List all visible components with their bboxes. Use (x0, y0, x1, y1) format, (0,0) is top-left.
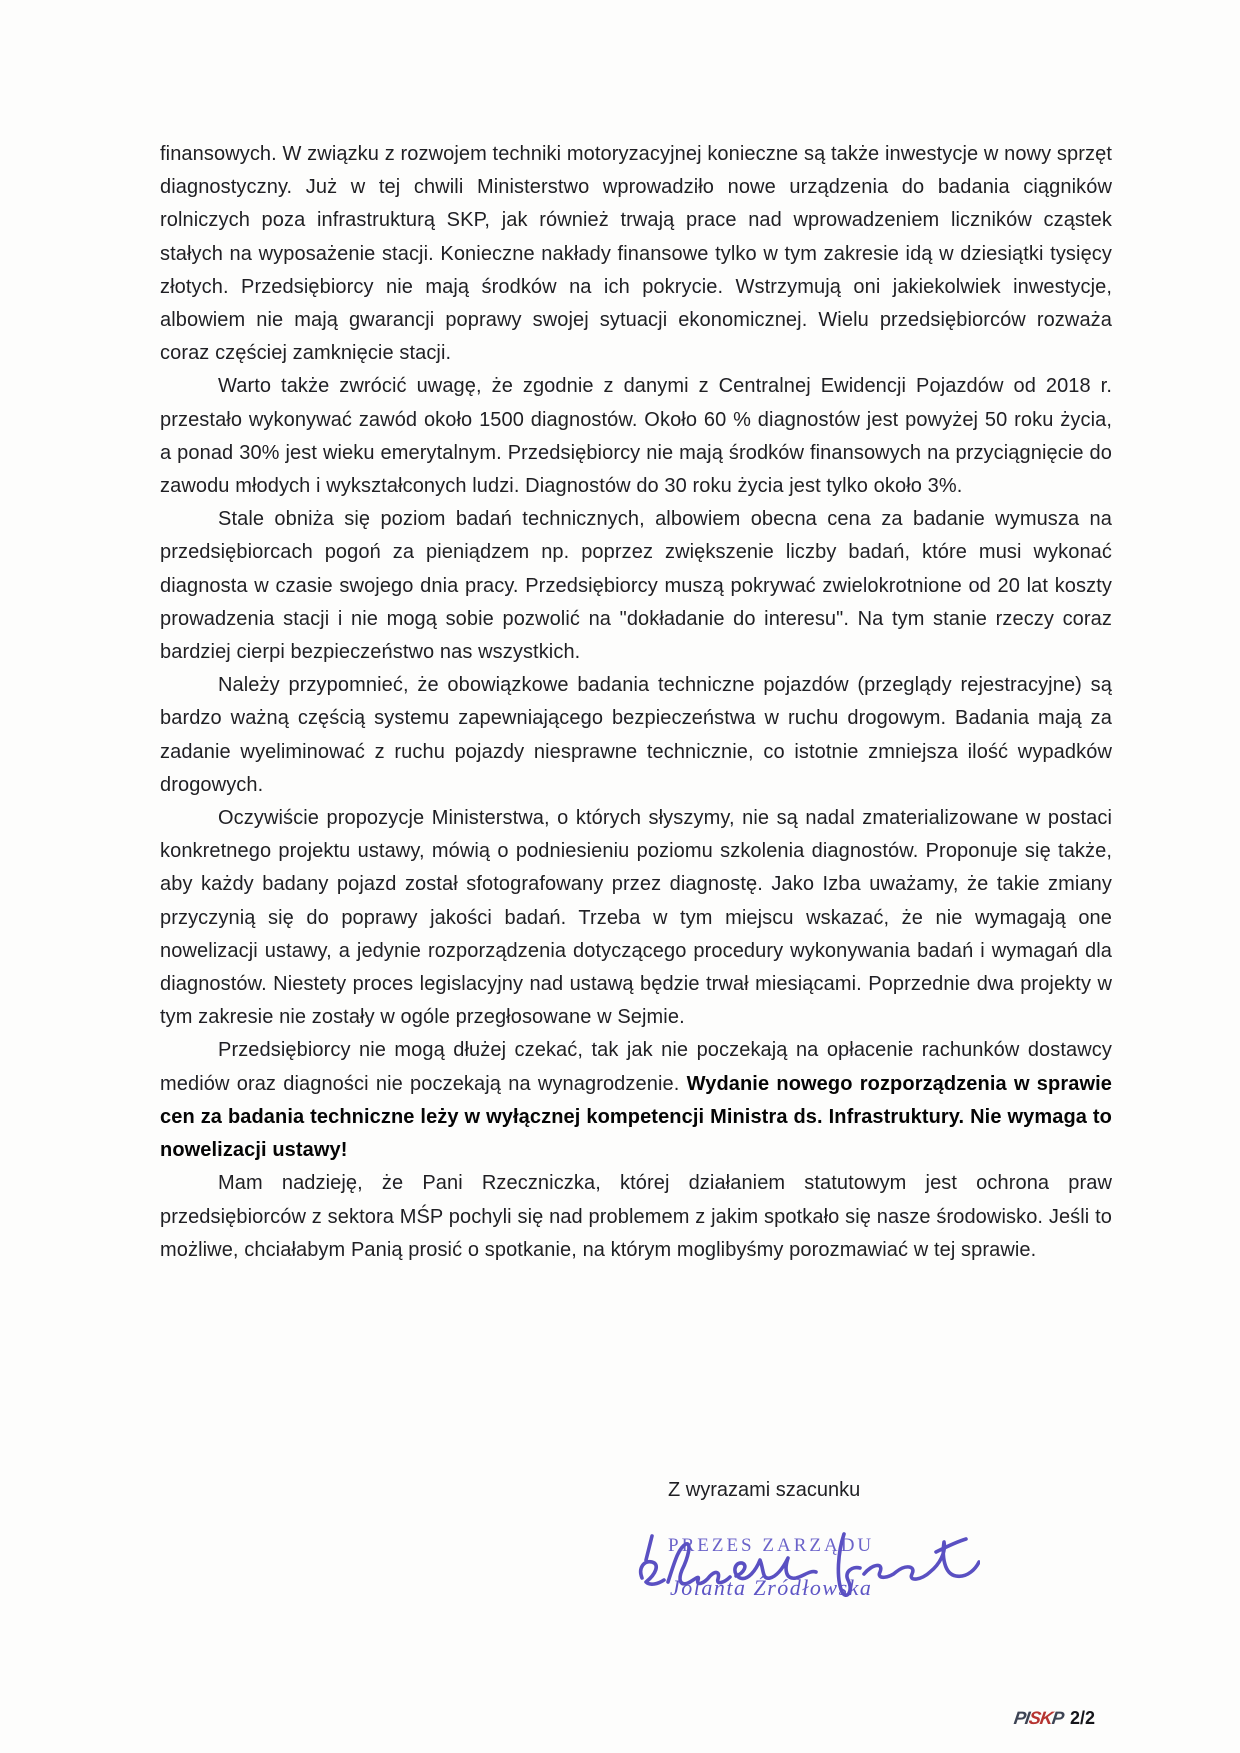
paragraph-6 (160, 1034, 1112, 1167)
paragraph-3 (160, 503, 1112, 669)
paragraph-2 (160, 370, 1112, 503)
paragraph-text: Mam nadzieję, że Pani Rzeczniczka, której działaniem statutowym jest ochrona praw przedsiębiorców z sektora MŚP pochyli się nad problemem z jakim spotkało się nasze środowisko. Jeśli to możliwe, chciałabym Panią prosić o spotkanie, na którym moglibyśmy porozmawiać w tej sprawie. (160, 1172, 1112, 1261)
letter-body (160, 138, 1112, 1267)
signature-stamp-name: Jolanta Źródłowska (670, 1575, 873, 1600)
paragraph-bold-text: Wydanie nowego rozporządzenia w sprawie cen za badania techniczne leży w wyłącznej kompetencji Ministra ds. Infrastruktury. Nie wymaga to nowelizacji ustawy! (160, 1072, 1112, 1162)
paragraph-text: Należy przypomnieć, że obowiązkowe badania techniczne pojazdów (przeglądy rejestracyjne) są bardzo ważną częścią systemu zapewniającego bezpieczeństwa w ruchu drogowym. Badania mają za zadanie wyeliminować z ruchu pojazdy niesprawne technicznie, co istotnie zmniejsza ilość wypadków drogowych. (160, 674, 1112, 796)
paragraph-5 (160, 802, 1112, 1034)
paragraph-text: Warto także zwrócić uwagę, że zgodnie z danymi z Centralnej Ewidencji Pojazdów od 2018 r. przestało wykonywać zawód około 1500 diagnostów. Około 60 % diagnostów jest powyżej 50 roku życia, a ponad 30% jest wieku emerytalnym. Przedsiębiorcy nie mają środków finansowych na przyciągnięcie do zawodu młodych i wykształconych ludzi. Diagnostów do 30 roku życia jest tylko około 3%. (160, 375, 1112, 498)
paragraph-text: Stale obniża się poziom badań technicznych, albowiem obecna cena za badanie wymusza na przedsiębiorcach pogoń za pieniądzem np. poprzez zwiększenie liczby badań, które musi wykonać diagnosta w czasie swojego dnia pracy. Przedsiębiorcy muszą pokrywać zwielokrotnione od 20 lat koszty prowadzenia stacji i nie mogą sobie pozwolić na "dokładanie do interesu". Na tym stanie rzeczy coraz bardziej cierpi bezpieczeństwo nas wszystkich. (160, 508, 1112, 664)
paragraph-1 (160, 138, 1112, 370)
paragraph-text: Przedsiębiorcy nie mogą dłużej czekać, tak jak nie poczekają na opłacenie rachunków dostawcy mediów oraz diagności nie poczekają na wynagrodzenie. (160, 1039, 1112, 1095)
handwritten-signature-icon (636, 1530, 980, 1602)
paragraph-7 (160, 1167, 1112, 1267)
closing-salutation: Z wyrazami szacunku (668, 1479, 861, 1501)
paragraph-4 (160, 669, 1112, 802)
paragraph-text: Oczywiście propozycje Ministerstwa, o których słyszymy, nie są nadal zmaterializowane w postaci konkretnego projektu ustawy, mówią o podniesieniu poziomu szkolenia diagnostów. Proponuje się także, aby każdy badany pojazd został sfotografowany przez diagnostę. Jako Izba uważamy, że takie zmiany przyczynią się do poprawy jakości badań. Trzeba w tym miejscu wskazać, że nie wymagają one nowelizacji ustawy, a jedynie rozporządzenia dotyczącego procedury wykonywania badań i wymagań dla diagnostów. Niestety proces legislacyjny nad ustawą będzie trwał miesiącami. Poprzednie dwa projekty w tym zakresie nie zostały w ogóle przegłosowane w Sejmie. (160, 807, 1112, 1029)
signature-stamp-title: PREZES ZARZĄDU (668, 1535, 875, 1556)
logo-segment: P (1050, 1708, 1065, 1728)
logo-segment: PI (1012, 1708, 1031, 1728)
logo-segment: SK (1027, 1708, 1054, 1728)
page-number: 2/2 (1070, 1708, 1096, 1728)
paragraph-text: finansowych. W związku z rozwojem techniki motoryzacyjnej konieczne są także inwestycje w nowy sprzęt diagnostyczny. Już w tej chwili Ministerstwo wprowadziło nowe urządzenia do badania ciągników rolniczych poza infrastrukturą SKP, jak również trwają prace nad wprowadzeniem liczników cząstek stałych na wyposażenie stacji. Konieczne nakłady finansowe tylko w tym zakresie idą w dziesiątki tysięcy złotych. Przedsiębiorcy nie mają środków na ich pokrycie. Wstrzymują oni jakiekolwiek inwestycje, albowiem nie mają gwarancji poprawy swojej sytuacji ekonomicznej. Wielu przedsiębiorców rozważa coraz częściej zamknięcie stacji. (160, 143, 1112, 365)
page-footer (1014, 1708, 1095, 1729)
piskp-logo (1013, 1708, 1065, 1729)
